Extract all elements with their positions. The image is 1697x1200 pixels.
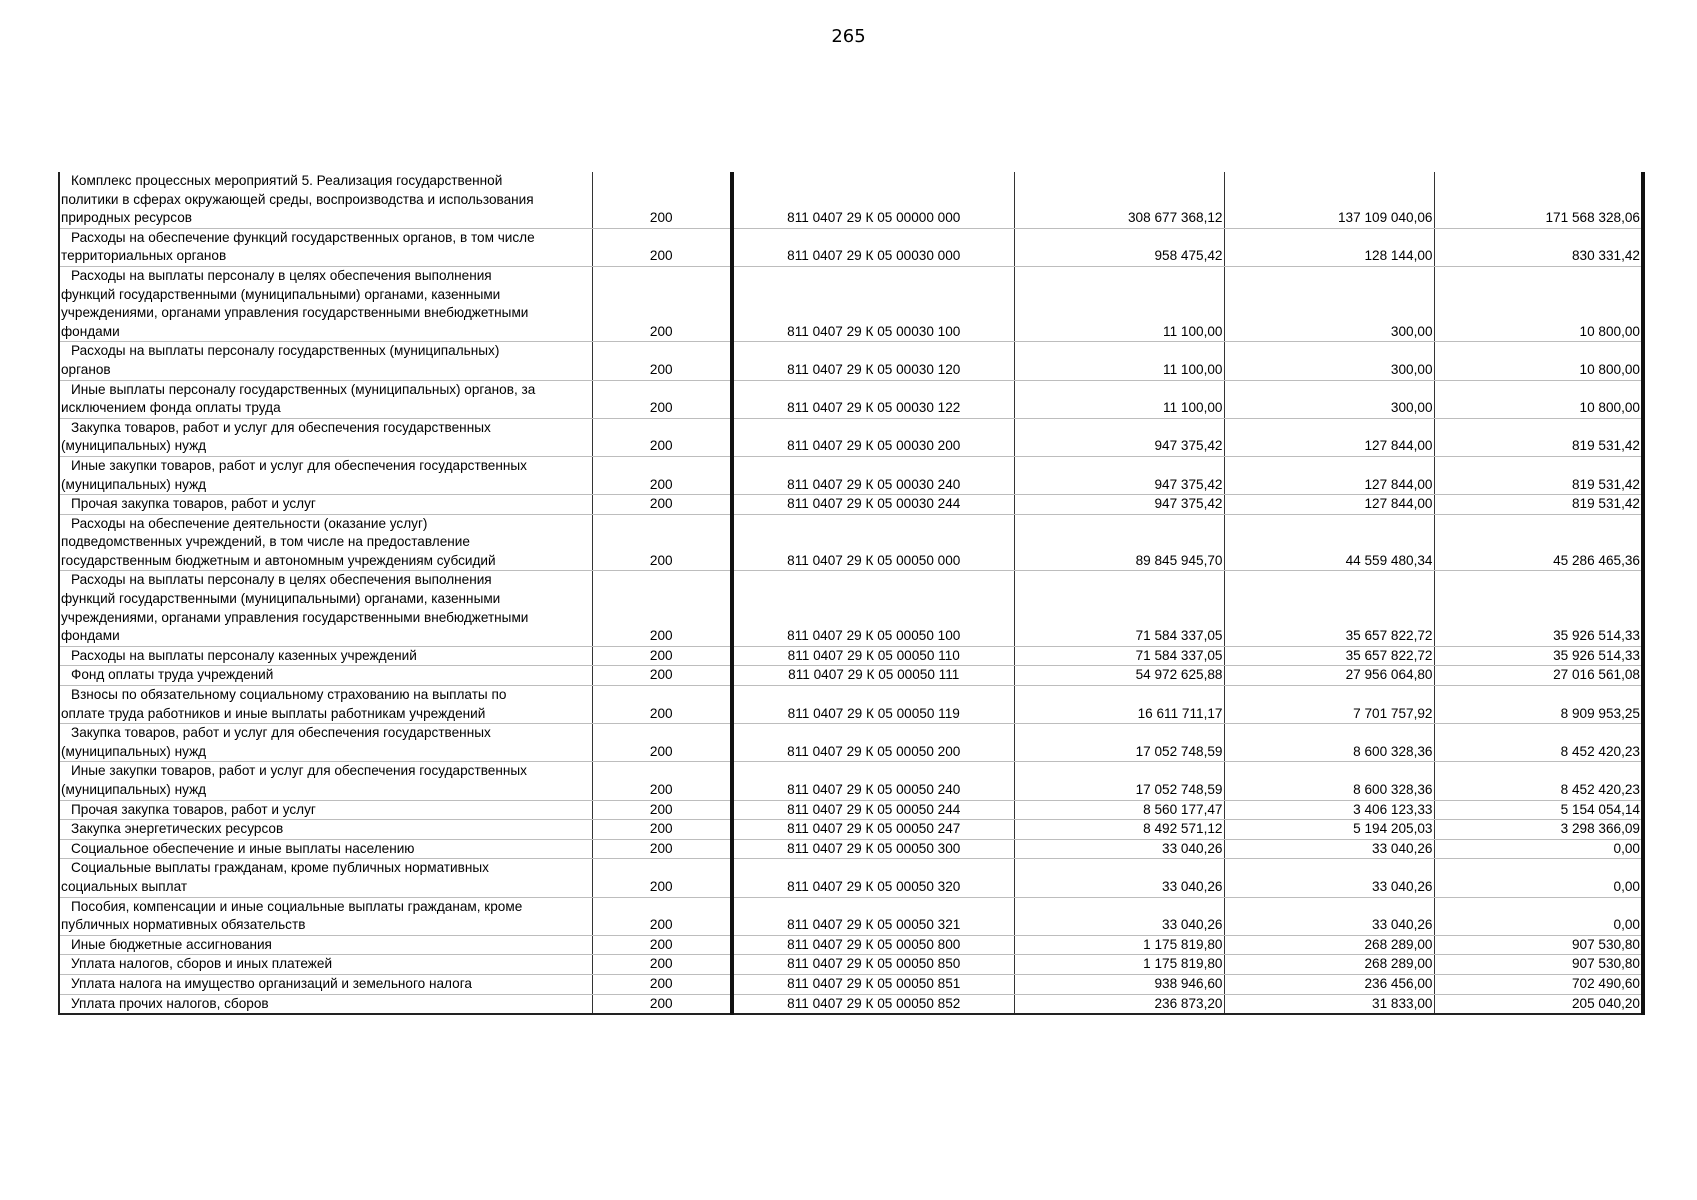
expense-name-cell [59,666,592,686]
line-code-cell: 200 [592,228,732,266]
page-number: 265 [831,26,866,47]
unexecuted-amount-cell: 171 568 328,06 [1434,172,1643,228]
classification-code-cell: 811 0407 29 К 05 00030 200 [732,418,1014,456]
expense-name-cell [59,935,592,955]
executed-amount-cell: 137 109 040,06 [1224,172,1434,228]
expense-name-line: территориальных органов [61,248,227,264]
table-row [59,342,1643,380]
expense-name-line: подведомственных учреждений, в том числе на предоставление [61,534,470,550]
approved-amount-cell: 33 040,26 [1014,839,1224,859]
expense-name-line: учреждениями, органами управления государственными внебюджетными [61,305,529,321]
classification-code-cell: 811 0407 29 К 05 00050 110 [732,646,1014,666]
table-row [59,897,1643,935]
expense-name-cell [59,514,592,571]
line-code-cell: 200 [592,514,732,571]
classification-code-cell: 811 0407 29 К 05 00030 244 [732,495,1014,515]
classification-code-cell: 811 0407 29 К 05 00050 119 [732,686,1014,724]
classification-code-cell: 811 0407 29 К 05 00000 000 [732,172,1014,228]
expense-name-line: Комплекс процессных мероприятий 5. Реализация государственной [71,173,503,188]
expense-name-line: функций государственными (муниципальными) органами, казенными [61,286,501,302]
expense-name-line: Расходы на выплаты персоналу казенных учреждений [71,647,417,663]
executed-amount-cell: 31 833,00 [1224,994,1434,1014]
expense-name-line: Взносы по обязательному социальному страхованию на выплаты по [71,687,507,703]
expense-name-line: Иные бюджетные ассигнования [71,936,272,952]
expense-name-cell [59,820,592,840]
expense-name-cell [59,172,592,228]
expense-name-cell [59,686,592,724]
table-row [59,646,1643,666]
expense-name-line: Прочая закупка товаров, работ и услуг [71,496,316,512]
expense-name-cell [59,571,592,646]
approved-amount-cell: 11 100,00 [1014,380,1224,418]
expense-name-cell [59,380,592,418]
executed-amount-cell: 35 657 822,72 [1224,571,1434,646]
executed-amount-cell: 300,00 [1224,342,1434,380]
executed-amount-cell: 127 844,00 [1224,495,1434,515]
expense-name-line: Пособия, компенсации и иные социальные выплаты гражданам, кроме [71,898,523,914]
expense-name-line: Фонд оплаты труда учреждений [71,667,274,683]
executed-amount-cell: 44 559 480,34 [1224,514,1434,571]
expense-name-line: Уплата налогов, сборов и иных платежей [71,956,333,972]
unexecuted-amount-cell: 5 154 054,14 [1434,800,1643,820]
unexecuted-amount-cell: 0,00 [1434,897,1643,935]
expense-name-cell [59,955,592,975]
table-row [59,418,1643,456]
approved-amount-cell: 17 052 748,59 [1014,762,1224,800]
table-row [59,859,1643,897]
expense-name-line: Расходы на обеспечение функций государственных органов, в том числе [71,229,535,245]
line-code-cell: 200 [592,974,732,994]
executed-amount-cell: 268 289,00 [1224,935,1434,955]
table-row [59,935,1643,955]
unexecuted-amount-cell: 819 531,42 [1434,456,1643,494]
table-row [59,571,1643,646]
unexecuted-amount-cell: 0,00 [1434,859,1643,897]
table-row [59,228,1643,266]
expense-name-line: социальных выплат [61,878,188,894]
classification-code-cell: 811 0407 29 К 05 00030 100 [732,266,1014,341]
approved-amount-cell: 236 873,20 [1014,994,1224,1014]
unexecuted-amount-cell: 0,00 [1434,839,1643,859]
unexecuted-amount-cell: 45 286 465,36 [1434,514,1643,571]
expense-name-cell [59,495,592,515]
expense-name-line: исключением фонда оплаты труда [61,400,281,416]
table-row [59,994,1643,1014]
table-row [59,686,1643,724]
line-code-cell: 200 [592,571,732,646]
classification-code-cell: 811 0407 29 К 05 00050 320 [732,859,1014,897]
approved-amount-cell: 71 584 337,05 [1014,571,1224,646]
line-code-cell: 200 [592,935,732,955]
expense-name-cell [59,974,592,994]
executed-amount-cell: 127 844,00 [1224,456,1434,494]
expense-name-cell [59,342,592,380]
unexecuted-amount-cell: 8 452 420,23 [1434,762,1643,800]
expense-name-line: Расходы на выплаты персоналу в целях обеспечения выполнения [71,267,492,283]
expense-name-line: (муниципальных) нужд [61,438,207,454]
table-row [59,380,1643,418]
unexecuted-amount-cell: 10 800,00 [1434,266,1643,341]
table-body [59,172,1643,1014]
approved-amount-cell: 11 100,00 [1014,342,1224,380]
approved-amount-cell: 33 040,26 [1014,897,1224,935]
expense-name-line: фондами [61,323,120,339]
classification-code-cell: 811 0407 29 К 05 00050 111 [732,666,1014,686]
executed-amount-cell: 3 406 123,33 [1224,800,1434,820]
line-code-cell: 200 [592,724,732,762]
executed-amount-cell: 33 040,26 [1224,839,1434,859]
classification-code-cell: 811 0407 29 К 05 00050 247 [732,820,1014,840]
unexecuted-amount-cell: 35 926 514,33 [1434,571,1643,646]
executed-amount-cell: 5 194 205,03 [1224,820,1434,840]
line-code-cell: 200 [592,342,732,380]
executed-amount-cell: 7 701 757,92 [1224,686,1434,724]
approved-amount-cell: 1 175 819,80 [1014,955,1224,975]
unexecuted-amount-cell: 907 530,80 [1434,935,1643,955]
line-code-cell: 200 [592,380,732,418]
expense-name-cell [59,994,592,1014]
unexecuted-amount-cell: 702 490,60 [1434,974,1643,994]
executed-amount-cell: 300,00 [1224,380,1434,418]
expense-name-cell [59,724,592,762]
expense-name-line: Закупка товаров, работ и услуг для обеспечения государственных [71,725,491,741]
unexecuted-amount-cell: 27 016 561,08 [1434,666,1643,686]
expense-name-line: Закупка товаров, работ и услуг для обеспечения государственных [71,419,491,435]
unexecuted-amount-cell: 35 926 514,33 [1434,646,1643,666]
approved-amount-cell: 89 845 945,70 [1014,514,1224,571]
expense-name-cell [59,418,592,456]
classification-code-cell: 811 0407 29 К 05 00050 850 [732,955,1014,975]
unexecuted-amount-cell: 205 040,20 [1434,994,1643,1014]
expense-name-line: Иные закупки товаров, работ и услуг для обеспечения государственных [71,763,527,779]
approved-amount-cell: 11 100,00 [1014,266,1224,341]
line-code-cell: 200 [592,859,732,897]
table-row [59,820,1643,840]
unexecuted-amount-cell: 3 298 366,09 [1434,820,1643,840]
line-code-cell: 200 [592,800,732,820]
budget-execution-table [58,172,1645,1015]
approved-amount-cell: 308 677 368,12 [1014,172,1224,228]
expense-name-line: оплате труда работников и иные выплаты работникам учреждений [61,705,486,721]
executed-amount-cell: 35 657 822,72 [1224,646,1434,666]
table-row [59,456,1643,494]
line-code-cell: 200 [592,172,732,228]
approved-amount-cell: 17 052 748,59 [1014,724,1224,762]
approved-amount-cell: 8 492 571,12 [1014,820,1224,840]
expense-name-line: политики в сферах окружающей среды, воспроизводства и использования [61,191,534,207]
unexecuted-amount-cell: 10 800,00 [1434,380,1643,418]
unexecuted-amount-cell: 819 531,42 [1434,495,1643,515]
expense-name-line: Расходы на выплаты персоналу государственных (муниципальных) [71,343,500,359]
classification-code-cell: 811 0407 29 К 05 00050 851 [732,974,1014,994]
executed-amount-cell: 27 956 064,80 [1224,666,1434,686]
table-row [59,266,1643,341]
expense-name-line: Уплата налога на имущество организаций и земельного налога [71,975,472,991]
executed-amount-cell: 268 289,00 [1224,955,1434,975]
expense-name-line: Уплата прочих налогов, сборов [71,995,269,1011]
expense-name-line: Закупка энергетических ресурсов [71,821,284,837]
table-row [59,495,1643,515]
unexecuted-amount-cell: 8 909 953,25 [1434,686,1643,724]
unexecuted-amount-cell: 907 530,80 [1434,955,1643,975]
expense-name-line: публичных нормативных обязательств [61,917,306,933]
approved-amount-cell: 8 560 177,47 [1014,800,1224,820]
line-code-cell: 200 [592,897,732,935]
table-row [59,762,1643,800]
unexecuted-amount-cell: 830 331,42 [1434,228,1643,266]
expense-name-line: (муниципальных) нужд [61,743,207,759]
approved-amount-cell: 33 040,26 [1014,859,1224,897]
line-code-cell: 200 [592,820,732,840]
expense-name-line: Социальные выплаты гражданам, кроме публичных нормативных [71,860,489,876]
expense-name-line: функций государственными (муниципальными) органами, казенными [61,591,501,607]
executed-amount-cell: 128 144,00 [1224,228,1434,266]
line-code-cell: 200 [592,646,732,666]
classification-code-cell: 811 0407 29 К 05 00050 000 [732,514,1014,571]
expense-name-cell [59,859,592,897]
executed-amount-cell: 236 456,00 [1224,974,1434,994]
approved-amount-cell: 947 375,42 [1014,456,1224,494]
classification-code-cell: 811 0407 29 К 05 00050 244 [732,800,1014,820]
expense-name-line: органов [61,361,111,377]
approved-amount-cell: 947 375,42 [1014,418,1224,456]
approved-amount-cell: 958 475,42 [1014,228,1224,266]
executed-amount-cell: 33 040,26 [1224,859,1434,897]
table-row [59,724,1643,762]
unexecuted-amount-cell: 819 531,42 [1434,418,1643,456]
expense-name-line: Расходы на обеспечение деятельности (оказание услуг) [71,515,428,531]
classification-code-cell: 811 0407 29 К 05 00050 321 [732,897,1014,935]
classification-code-cell: 811 0407 29 К 05 00030 240 [732,456,1014,494]
expense-name-line: Социальное обеспечение и иные выплаты населению [71,840,415,856]
classification-code-cell: 811 0407 29 К 05 00030 122 [732,380,1014,418]
line-code-cell: 200 [592,266,732,341]
expense-name-line: Прочая закупка товаров, работ и услуг [71,801,316,817]
classification-code-cell: 811 0407 29 К 05 00050 300 [732,839,1014,859]
classification-code-cell: 811 0407 29 К 05 00030 000 [732,228,1014,266]
approved-amount-cell: 1 175 819,80 [1014,935,1224,955]
table-row [59,974,1643,994]
classification-code-cell: 811 0407 29 К 05 00050 852 [732,994,1014,1014]
expense-name-line: учреждениями, органами управления государственными внебюджетными [61,609,529,625]
line-code-cell: 200 [592,666,732,686]
line-code-cell: 200 [592,762,732,800]
classification-code-cell: 811 0407 29 К 05 00050 240 [732,762,1014,800]
expense-name-cell [59,897,592,935]
line-code-cell: 200 [592,456,732,494]
line-code-cell: 200 [592,994,732,1014]
line-code-cell: 200 [592,418,732,456]
approved-amount-cell: 947 375,42 [1014,495,1224,515]
table-row [59,800,1643,820]
classification-code-cell: 811 0407 29 К 05 00050 100 [732,571,1014,646]
expense-name-line: природных ресурсов [61,210,192,226]
expense-name-line: государственным бюджетным и автономным учреждениям субсидий [61,552,496,568]
expense-name-cell [59,839,592,859]
line-code-cell: 200 [592,839,732,859]
classification-code-cell: 811 0407 29 К 05 00050 800 [732,935,1014,955]
executed-amount-cell: 33 040,26 [1224,897,1434,935]
line-code-cell: 200 [592,686,732,724]
expense-name-line: фондами [61,628,120,644]
unexecuted-amount-cell: 8 452 420,23 [1434,724,1643,762]
table-row [59,514,1643,571]
approved-amount-cell: 16 611 711,17 [1014,686,1224,724]
unexecuted-amount-cell: 10 800,00 [1434,342,1643,380]
line-code-cell: 200 [592,495,732,515]
classification-code-cell: 811 0407 29 К 05 00050 200 [732,724,1014,762]
table-row [59,839,1643,859]
expense-name-line: Расходы на выплаты персоналу в целях обеспечения выполнения [71,572,492,588]
table-row [59,955,1643,975]
expense-name-cell [59,646,592,666]
expense-name-cell [59,266,592,341]
expense-name-line: (муниципальных) нужд [61,476,207,492]
approved-amount-cell: 71 584 337,05 [1014,646,1224,666]
expense-name-line: Иные закупки товаров, работ и услуг для обеспечения государственных [71,457,527,473]
expense-name-cell [59,228,592,266]
expense-name-line: Иные выплаты персоналу государственных (муниципальных) органов, за [71,381,536,397]
approved-amount-cell: 938 946,60 [1014,974,1224,994]
executed-amount-cell: 8 600 328,36 [1224,724,1434,762]
executed-amount-cell: 127 844,00 [1224,418,1434,456]
executed-amount-cell: 8 600 328,36 [1224,762,1434,800]
line-code-cell: 200 [592,955,732,975]
expense-name-cell [59,800,592,820]
table-row [59,666,1643,686]
table-row [59,172,1643,228]
executed-amount-cell: 300,00 [1224,266,1434,341]
approved-amount-cell: 54 972 625,88 [1014,666,1224,686]
expense-name-cell [59,456,592,494]
classification-code-cell: 811 0407 29 К 05 00030 120 [732,342,1014,380]
expense-name-line: (муниципальных) нужд [61,782,207,797]
expense-name-cell [59,762,592,800]
